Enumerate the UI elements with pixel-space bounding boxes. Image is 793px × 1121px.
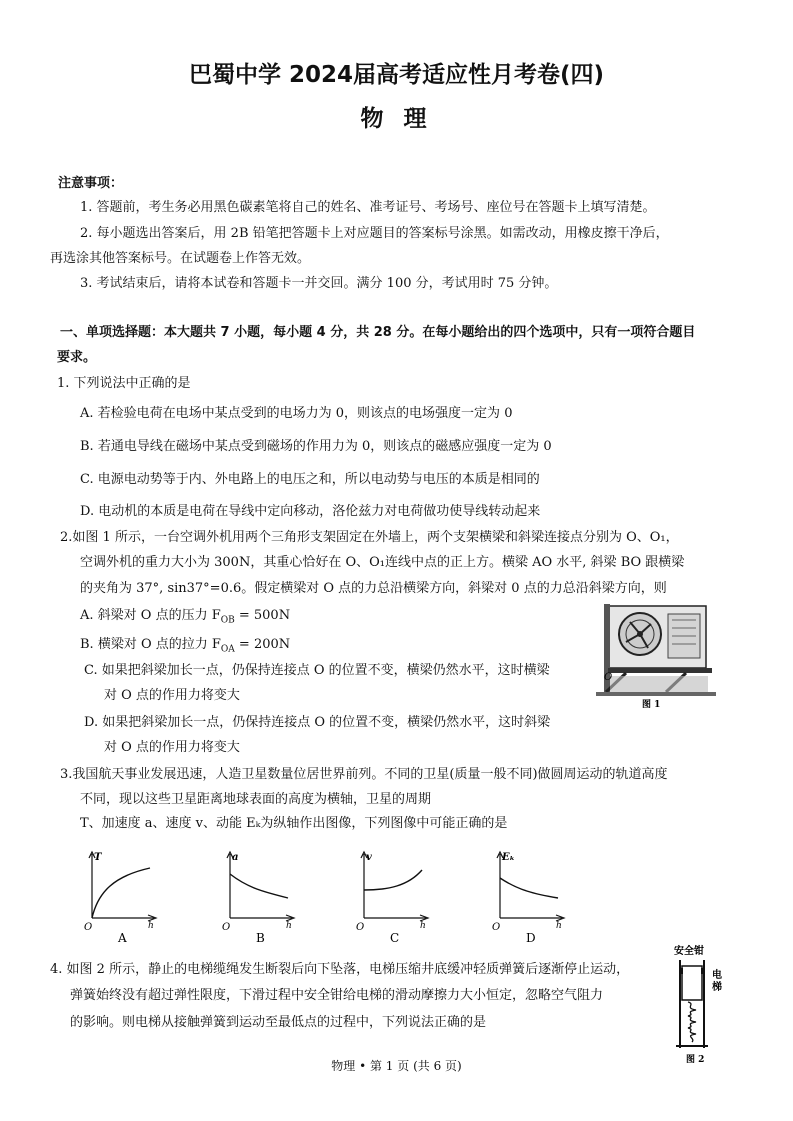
svg-text:O: O xyxy=(492,922,501,933)
q2-stem-line-2: 空调外机的重力大小为 300N，其重心恰好在 O、O₁连线中点的正上方。横梁 AO 水平, 斜梁 BO 跟横梁 xyxy=(80,555,685,570)
bracket-beam xyxy=(608,668,712,673)
svg-text:O: O xyxy=(356,922,365,933)
curve-a-vs-h xyxy=(230,874,288,898)
buffer-spring xyxy=(688,1002,696,1042)
notice-item-2-line-1: 2. 每小题选出答案后，用 2B 铅笔把答题卡上对应题目的答案标号涂黑。如需改动，用橡皮擦干净后， xyxy=(80,226,669,241)
graph-option-d: D xyxy=(526,931,536,945)
exam-title: 巴蜀中学 2024届高考适应性月考卷(四) xyxy=(188,62,605,88)
svg-text:v: v xyxy=(366,852,372,863)
figure-1-caption: 图 1 xyxy=(642,700,661,710)
q1-option-a: A. 若检验电荷在电场中某点受到的电场力为 0，则该点的电场强度一定为 0 xyxy=(80,406,513,421)
section-heading-line-1: 一、单项选择题：本大题共 7 小题，每小题 4 分，共 28 分。在每小题给出的四个选项中，只有一项符合题目 xyxy=(60,325,696,340)
elevator-label-1: 电 xyxy=(712,970,722,981)
curve-v-vs-h xyxy=(364,870,422,890)
svg-text:T: T xyxy=(94,852,102,863)
q2-option-c-line-1: C. 如果把斜梁加长一点，仍保持连接点 O 的位置不变，横梁仍然水平，这时横梁 xyxy=(84,663,550,678)
notice-item-3: 3. 考试结束后，请将本试卷和答题卡一并交回。满分 100 分，考试用时 75 分钟。 xyxy=(80,276,558,291)
elevator-label-2: 梯 xyxy=(712,982,722,993)
notice-heading: 注意事项： xyxy=(58,176,124,191)
q4-stem-line-2: 弹簧始终没有超过弹性限度，下滑过程中安全钳给电梯的滑动摩擦力大小恒定，忽略空气阻力 xyxy=(70,988,604,1003)
q3-stem-line-2: 不同，现以这些卫星距离地球表面的高度为横轴，卫星的周期 xyxy=(80,792,432,807)
q2-option-a: A. 斜梁对 O 点的压力 $F_{OB} = 500N$ xyxy=(80,608,291,626)
q3-stem-line-3: T、加速度 a、速度 v、动能 Eₖ为纵轴作出图像，下列图像中可能正确的是 xyxy=(80,816,508,831)
graph-option-c: C xyxy=(390,931,400,945)
svg-text:O: O xyxy=(222,922,231,933)
q2-stem-line-3: 的夹角为 37°, sin37°=0.6。假定横梁对 O 点的力总沿横梁方向，斜梁对 0 点的力总沿斜梁方向，则 xyxy=(80,581,667,596)
section-heading-line-2: 要求。 xyxy=(57,350,97,365)
figure-2-elevator xyxy=(668,942,730,1066)
q4-stem-line-3: 的影响。则电梯从接触弹簧到运动至最低点的过程中，下列说法正确的是 xyxy=(70,1015,487,1030)
graph-option-b: B xyxy=(256,931,265,945)
q2-stem-line-1: 2.如图 1 所示，一台空调外机用两个三角形支架固定在外墙上，两个支架横梁和斜梁连接点分别为 O、O₁， xyxy=(60,530,679,545)
figure-1-point-o: O xyxy=(604,672,613,683)
q2-option-c-line-2: 对 O 点的作用力将变大 xyxy=(104,688,240,703)
figure-2-caption: 图 2 xyxy=(686,1055,705,1065)
page-footer: 物理 • 第 1 页 (共 6 页) xyxy=(331,1059,462,1073)
q2-option-b: B. 横梁对 O 点的拉力 $F_{OA} = 200N$ xyxy=(80,637,291,655)
q2-option-d-line-2: 对 O 点的作用力将变大 xyxy=(104,740,240,755)
curve-t-vs-h xyxy=(92,868,150,918)
curve-ek-vs-h xyxy=(500,878,558,898)
svg-text:h: h xyxy=(286,921,292,931)
notice-item-2-line-2: 再选涂其他答案标号。在试题卷上作答无效。 xyxy=(50,251,311,266)
q2-option-d-line-1: D. 如果把斜梁加长一点，仍保持连接点 O 的位置不变，横梁仍然水平，这时斜梁 xyxy=(84,715,551,730)
svg-text:h: h xyxy=(556,921,562,931)
notice-item-1: 1. 答题前，考生务必用黑色碳素笔将自己的姓名、准考证号、考场号、座位号在答题卡上填写清楚。 xyxy=(80,200,656,215)
elevator-car xyxy=(682,966,702,1000)
figure-1-air-conditioner xyxy=(596,604,716,710)
q3-graph-c xyxy=(352,848,432,946)
q3-graph-a xyxy=(80,848,160,946)
q1-option-c: C. 电源电动势等于内、外电路上的电压之和，所以电动势与电压的本质是相同的 xyxy=(80,472,540,487)
svg-text:a: a xyxy=(232,852,239,863)
q1-stem: 1. 下列说法中正确的是 xyxy=(57,376,191,391)
svg-text:h: h xyxy=(420,921,426,931)
svg-text:O: O xyxy=(84,922,93,933)
svg-text:h: h xyxy=(148,921,154,931)
q4-stem-line-1: 4. 如图 2 所示，静止的电梯缆绳发生断裂后向下坠落，电梯压缩井底缓冲轻质弹簧后逐渐停止运动， xyxy=(50,962,630,977)
graph-option-a: A xyxy=(118,931,127,945)
q1-option-b: B. 若通电导线在磁场中某点受到磁场的作用力为 0，则该点的磁感应强度一定为 0 xyxy=(80,439,552,454)
svg-text:Eₖ: Eₖ xyxy=(502,852,515,863)
q3-stem-line-1: 3.我国航天事业发展迅速，人造卫星数量位居世界前列。不同的卫星(质量一般不同)做圆周运动的轨道高度 xyxy=(60,767,668,782)
q3-graph-d xyxy=(488,848,568,946)
q1-option-d: D. 电动机的本质是电荷在导线中定向移动，洛伦兹力对电荷做功使导线转动起来 xyxy=(80,504,541,519)
subject-title: 物 理 xyxy=(360,106,433,132)
safety-clamp-label: 安全钳 xyxy=(674,946,704,957)
q3-graph-b xyxy=(218,848,298,946)
